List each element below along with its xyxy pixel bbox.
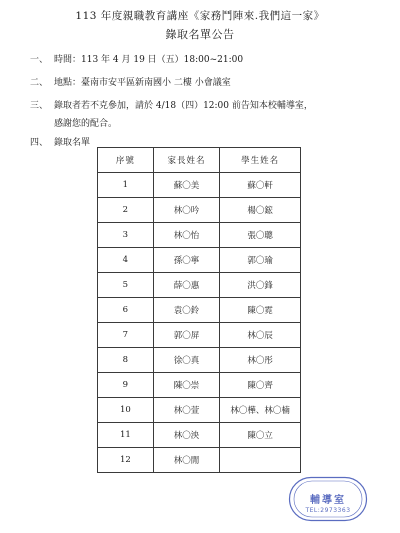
- parent-name-cell: 林〇吟: [153, 198, 220, 223]
- table-row: [98, 398, 301, 423]
- seq-cell: 1: [98, 173, 154, 198]
- student-name-cell: 陳〇霓: [220, 298, 301, 323]
- document-subtitle: 錄取名單公告: [165, 28, 235, 41]
- table-row: [98, 223, 301, 248]
- student-name-cell: 林〇彤: [220, 348, 301, 373]
- table-row: [98, 248, 301, 273]
- header-parent-name: 家長姓名: [153, 148, 220, 173]
- table-row: [98, 448, 301, 473]
- student-name-cell: 洪〇鋒: [220, 273, 301, 298]
- section-text: 錄取名單: [54, 138, 91, 148]
- table-row: [98, 423, 301, 448]
- parent-name-cell: 郭〇屏: [153, 323, 220, 348]
- parent-name-cell: 孫〇寧: [153, 248, 220, 273]
- section-notice-continued: 感謝您的配合。: [54, 119, 118, 129]
- table-row: [98, 373, 301, 398]
- section-number: 一、: [30, 55, 49, 65]
- header-student-name: 學生姓名: [220, 148, 301, 173]
- section-text: 時間：113 年 4 月 19 日（五）18:00~21:00: [54, 55, 244, 65]
- seq-cell: 8: [98, 348, 154, 373]
- student-name-cell: 楊〇鋐: [220, 198, 301, 223]
- table-row: [98, 173, 301, 198]
- student-name-cell: 張〇聰: [220, 223, 301, 248]
- seq-cell: 6: [98, 298, 154, 323]
- table-row: [98, 198, 301, 223]
- seq-cell: 11: [98, 423, 154, 448]
- student-name-cell: 陳〇齊: [220, 373, 301, 398]
- student-name-cell: 林〇辰: [220, 323, 301, 348]
- seq-cell: 5: [98, 273, 154, 298]
- table-row: [98, 323, 301, 348]
- parent-name-cell: 陳〇崇: [153, 373, 220, 398]
- parent-name-cell: 蘇〇美: [153, 173, 220, 198]
- student-name-cell: [220, 448, 301, 473]
- table-row: [98, 273, 301, 298]
- student-name-cell: 蘇〇軒: [220, 173, 301, 198]
- seq-cell: 7: [98, 323, 154, 348]
- seq-cell: 4: [98, 248, 154, 273]
- table-header-row: [98, 148, 301, 173]
- section-notice: [30, 100, 313, 112]
- header-seq: 序號: [98, 148, 154, 173]
- section-number: 二、: [30, 78, 49, 88]
- office-stamp: [288, 476, 368, 522]
- seq-cell: 2: [98, 198, 154, 223]
- parent-name-cell: 林〇萱: [153, 398, 220, 423]
- stamp-phone: TEL:2973363: [305, 507, 351, 514]
- section-location: [30, 77, 231, 89]
- parent-name-cell: 袁〇鈴: [153, 298, 220, 323]
- table-row: [98, 348, 301, 373]
- section-text: 錄取者若不克參加，請於 4/18（四）12:00 前告知本校輔導室，: [54, 101, 313, 111]
- student-name-cell: 郭〇瑜: [220, 248, 301, 273]
- parent-name-cell: 林〇怡: [153, 223, 220, 248]
- table-row: [98, 298, 301, 323]
- roster-table: [97, 147, 301, 473]
- section-number: 四、: [30, 138, 49, 148]
- seq-cell: 3: [98, 223, 154, 248]
- student-name-cell: 林〇樺、林〇楠: [220, 398, 301, 423]
- section-list-heading: [30, 137, 90, 149]
- seq-cell: 10: [98, 398, 154, 423]
- seq-cell: 9: [98, 373, 154, 398]
- seq-cell: 12: [98, 448, 154, 473]
- stamp-label: 輔導室: [310, 495, 346, 506]
- parent-name-cell: 徐〇真: [153, 348, 220, 373]
- parent-name-cell: 林〇泱: [153, 423, 220, 448]
- student-name-cell: 陳〇立: [220, 423, 301, 448]
- parent-name-cell: 薛〇惠: [153, 273, 220, 298]
- section-text: 地點：臺南市安平區新南國小 二樓 小會議室: [54, 78, 231, 88]
- section-number: 三、: [30, 101, 49, 111]
- document-title: 113 年度親職教育講座《家務鬥陣來.我們這一家》: [75, 10, 325, 22]
- parent-name-cell: 林〇閒: [153, 448, 220, 473]
- section-time: [30, 54, 243, 66]
